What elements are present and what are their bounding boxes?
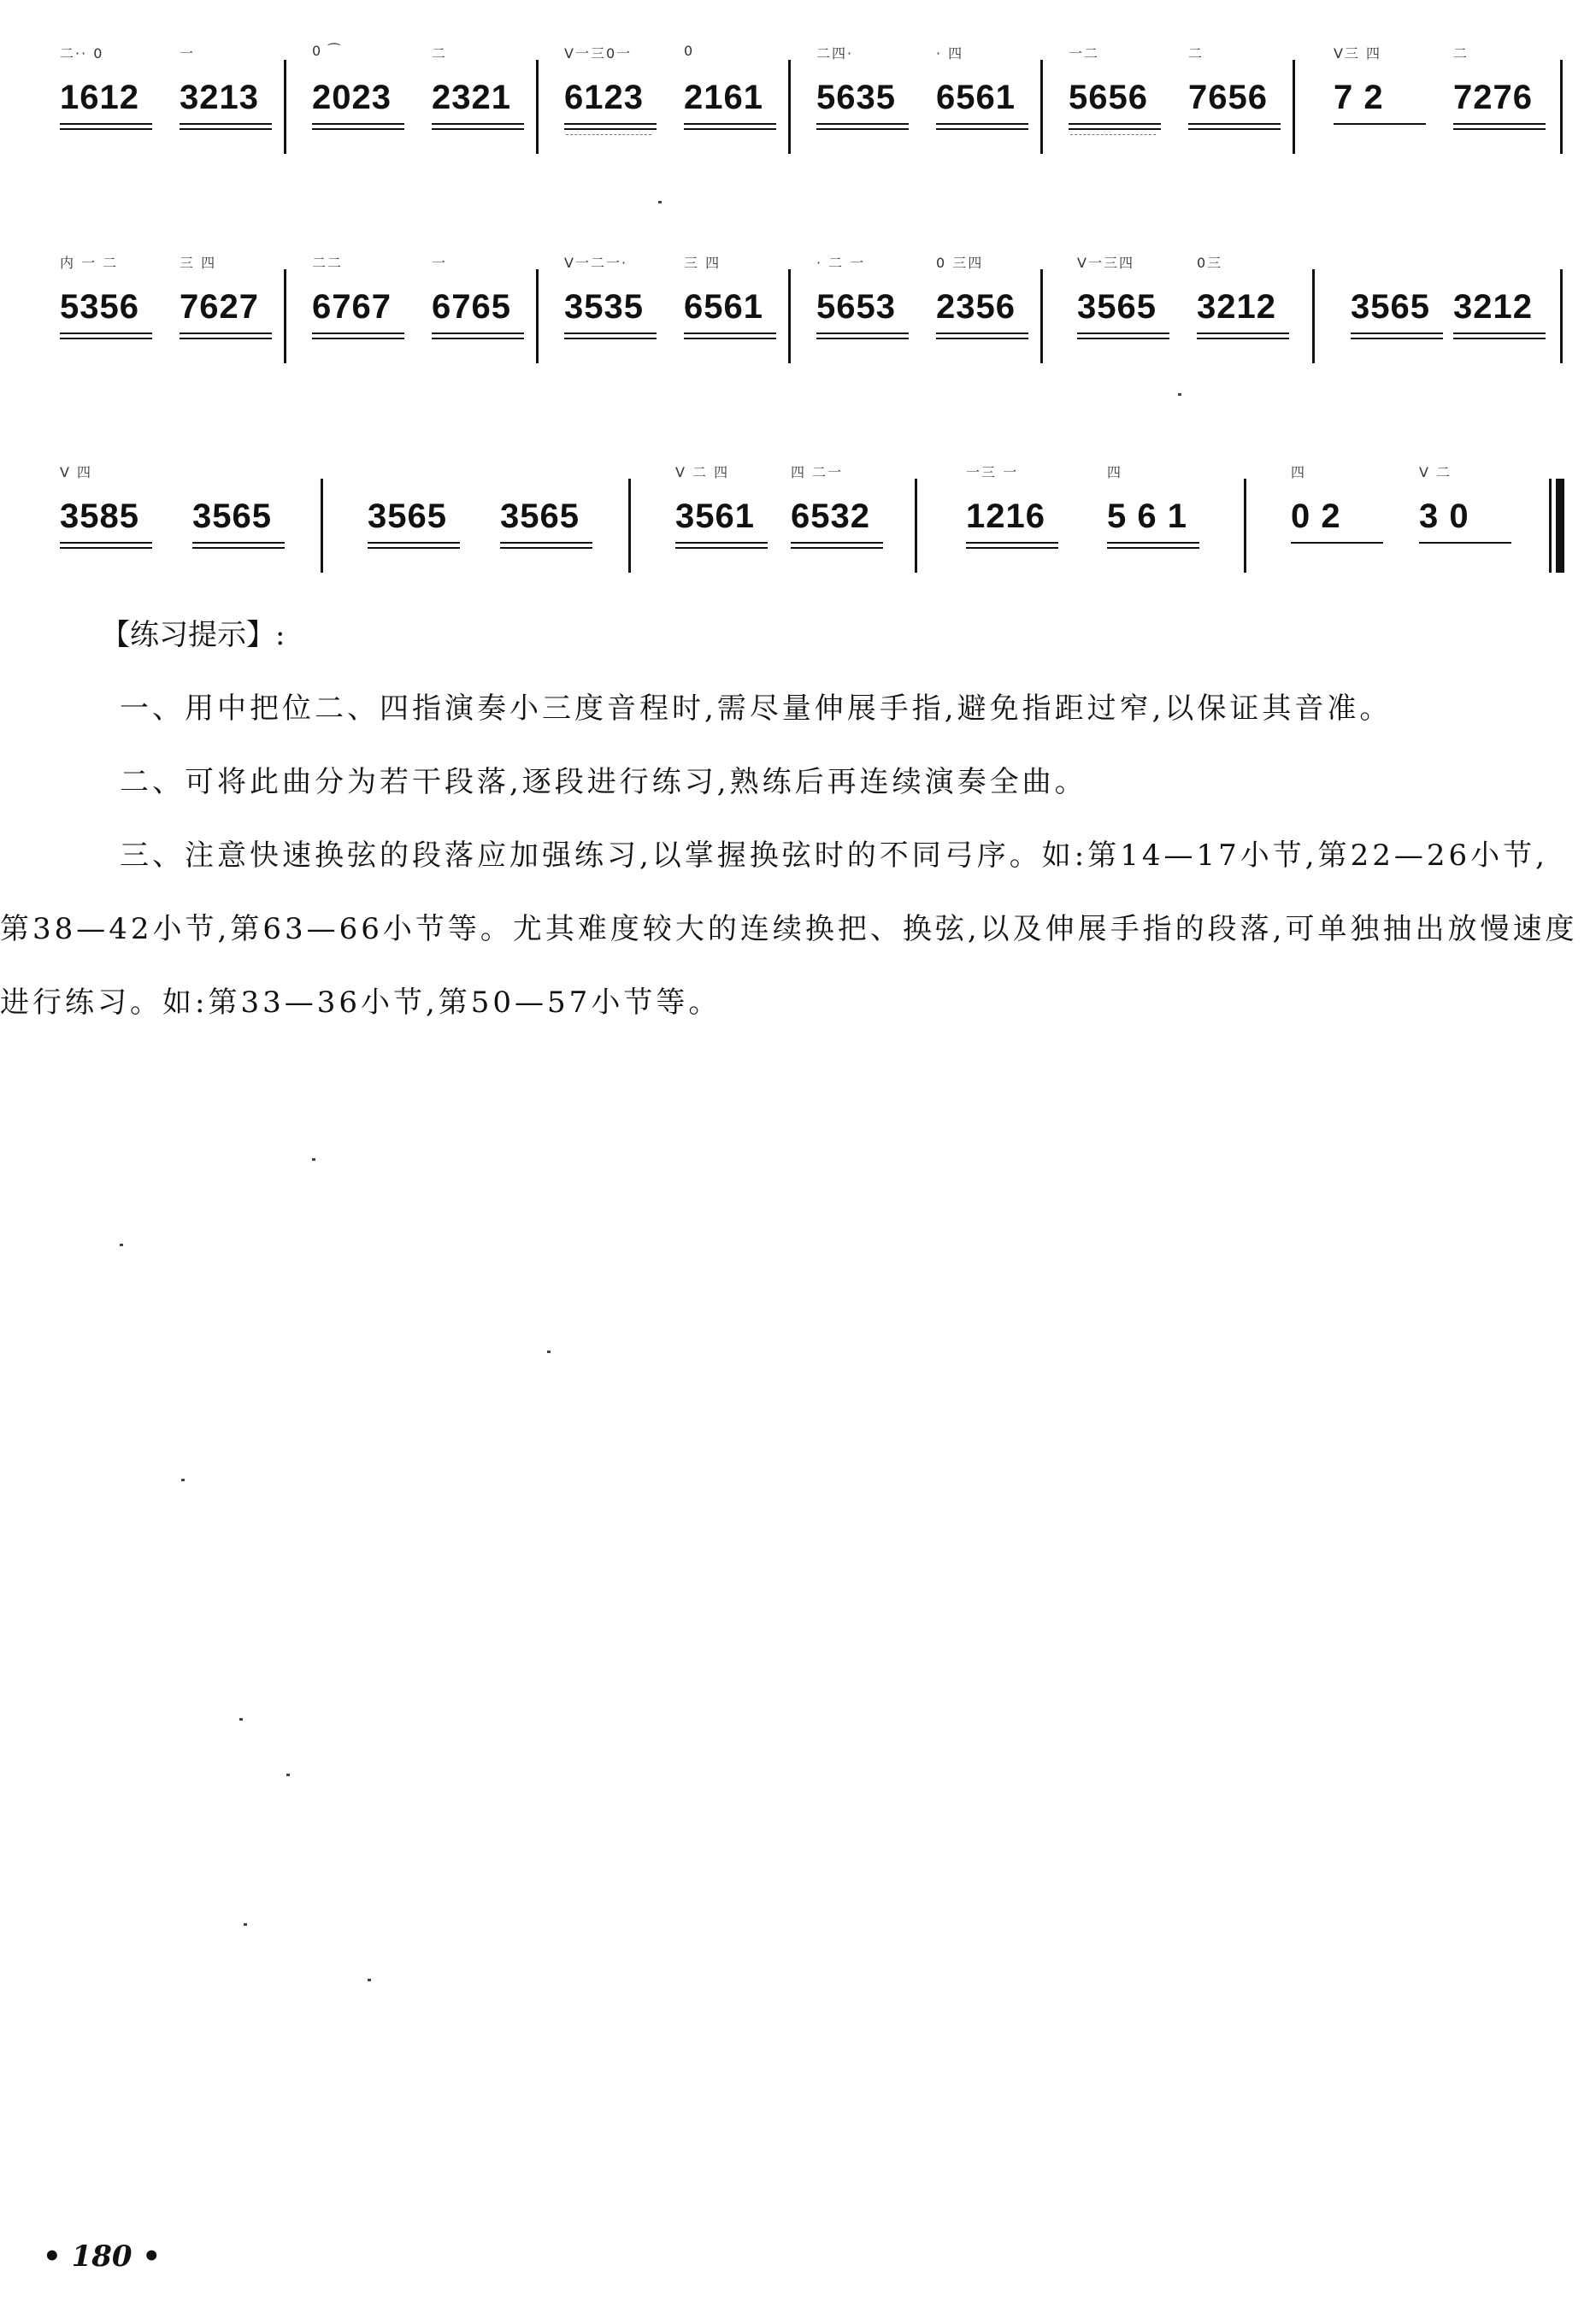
scan-speck	[286, 1774, 290, 1776]
fingering-mark: 四 二一	[791, 464, 844, 480]
fingering-mark: 二	[432, 45, 448, 62]
note-group	[1197, 252, 1299, 380]
fingering-mark: 二二	[312, 255, 344, 271]
note-group	[60, 462, 162, 590]
note-digits: 5656	[1069, 79, 1148, 116]
note-group	[60, 43, 162, 171]
note-group	[312, 252, 415, 380]
note-group	[312, 43, 415, 171]
tips-header: 【练习提示】:	[101, 618, 286, 652]
note-group	[936, 43, 1039, 171]
note-digits: 3565	[1351, 288, 1430, 326]
barline	[284, 269, 286, 363]
note-digits: 6765	[432, 288, 511, 326]
note-digits: 5 6 1	[1107, 497, 1187, 535]
barline	[628, 479, 631, 573]
fingering-mark: V 四	[60, 464, 93, 480]
barline	[1244, 479, 1246, 573]
note-group	[564, 252, 667, 380]
note-digits: 3561	[675, 497, 755, 535]
note-group	[432, 43, 534, 171]
note-digits: 6561	[936, 79, 1016, 116]
fingering-mark: 内 一 二	[60, 255, 119, 271]
note-digits: 7656	[1188, 79, 1268, 116]
note-group	[1334, 43, 1436, 171]
note-digits: 3535	[564, 288, 644, 326]
note-digits: 2023	[312, 79, 392, 116]
note-group	[684, 43, 786, 171]
note-group	[564, 43, 667, 171]
barline	[1040, 60, 1043, 154]
barline	[1293, 60, 1295, 154]
scan-speck	[239, 1718, 243, 1721]
note-digits: 3585	[60, 497, 139, 535]
note-digits: 6561	[684, 288, 763, 326]
note-digits: 5356	[60, 288, 139, 326]
fingering-mark: 0三	[1197, 255, 1223, 271]
fingering-mark: 0 ⁀	[312, 43, 342, 59]
note-group	[1291, 462, 1393, 590]
note-group	[60, 252, 162, 380]
barline	[1560, 269, 1563, 363]
fingering-mark: · 四	[936, 45, 964, 62]
note-group	[1419, 462, 1522, 590]
barline	[284, 60, 286, 154]
barline	[915, 479, 917, 573]
tips-paragraph: 二、可将此曲分为若干段落,逐段进行练习,熟练后再连续演奏全曲。	[120, 765, 1087, 799]
note-group	[1107, 462, 1210, 590]
fingering-mark: 二·· 0	[60, 45, 104, 62]
fingering-mark: · 二 一	[816, 255, 866, 271]
scan-speck	[658, 201, 662, 203]
note-digits: 1612	[60, 79, 139, 116]
note-digits: 3 0	[1419, 497, 1469, 535]
barline	[321, 479, 323, 573]
score-row-3	[51, 462, 1564, 590]
scan-speck	[368, 1979, 371, 1981]
fingering-mark: V一三四	[1077, 255, 1134, 271]
practice-tips	[0, 598, 1596, 1039]
fingering-mark: V 二 四	[675, 464, 730, 480]
note-group	[1453, 252, 1556, 380]
note-group	[816, 43, 919, 171]
note-group	[180, 43, 282, 171]
note-digits: 2356	[936, 288, 1016, 326]
note-group	[684, 252, 786, 380]
note-group	[1188, 43, 1291, 171]
barline	[536, 60, 539, 154]
page-number: • 180 •	[43, 2239, 162, 2274]
note-group	[500, 462, 603, 590]
note-digits: 5653	[816, 288, 896, 326]
note-digits: 3565	[192, 497, 272, 535]
barline	[1312, 269, 1315, 363]
note-group	[1351, 252, 1453, 380]
note-group	[966, 462, 1069, 590]
fingering-mark: 一	[180, 45, 196, 62]
fingering-mark: 三 四	[684, 255, 721, 271]
fingering-mark: 三 四	[180, 255, 217, 271]
note-group	[936, 252, 1039, 380]
score-row-1	[51, 43, 1564, 171]
note-digits: 1216	[966, 497, 1045, 535]
fingering-mark: 一	[432, 255, 448, 271]
note-group	[1453, 43, 1556, 171]
note-digits: 3213	[180, 79, 259, 116]
note-digits: 6767	[312, 288, 392, 326]
note-group	[1069, 43, 1171, 171]
final-barline-thick	[1556, 479, 1564, 573]
note-digits: 7 2	[1334, 79, 1384, 116]
scan-speck	[244, 1923, 247, 1926]
note-group	[432, 252, 534, 380]
barline	[536, 269, 539, 363]
note-group	[791, 462, 893, 590]
note-digits: 3212	[1453, 288, 1533, 326]
fingering-mark: 二	[1453, 45, 1469, 62]
note-digits: 7627	[180, 288, 259, 326]
note-digits: 3565	[500, 497, 580, 535]
score-row-2	[51, 252, 1564, 380]
note-group	[180, 252, 282, 380]
final-barline-thin	[1549, 479, 1552, 573]
barline	[1560, 60, 1563, 154]
scan-speck	[120, 1244, 123, 1246]
barline	[1040, 269, 1043, 363]
fingering-mark: V 二	[1419, 464, 1452, 480]
fingering-mark: 二	[1188, 45, 1204, 62]
note-group	[368, 462, 470, 590]
fingering-mark: 0	[684, 43, 695, 59]
note-digits: 7276	[1453, 79, 1533, 116]
fingering-mark: V一二一·	[564, 255, 628, 271]
fingering-mark: 一三 一	[966, 464, 1019, 480]
note-group	[675, 462, 778, 590]
note-digits: 3565	[1077, 288, 1157, 326]
note-digits: 0 2	[1291, 497, 1341, 535]
barline	[788, 60, 791, 154]
note-group	[192, 462, 295, 590]
fingering-mark: 二四·	[816, 45, 854, 62]
fingering-mark: 四	[1107, 464, 1123, 480]
note-digits: 2161	[684, 79, 763, 116]
note-digits: 5635	[816, 79, 896, 116]
note-digits: 2321	[432, 79, 511, 116]
scan-speck	[312, 1158, 315, 1161]
fingering-mark: 0 三四	[936, 255, 984, 271]
note-digits: 3565	[368, 497, 447, 535]
fingering-mark: 四	[1291, 464, 1307, 480]
note-group	[1077, 252, 1180, 380]
note-digits: 6123	[564, 79, 644, 116]
note-digits: 6532	[791, 497, 870, 535]
scan-speck	[1178, 393, 1181, 396]
fingering-mark: 一二	[1069, 45, 1100, 62]
fingering-mark: V一三0一	[564, 45, 633, 62]
tips-paragraph: 三、注意快速换弦的段落应加强练习,以掌握换弦时的不同弓序。如:第14—17小节,第22—26小节,第38—42小节,第63—66小节等。尤其难度较大的连续换把、换弦,以及伸展手指的段落,可单独抽出放慢速度进行练习。如:第33—36小节,第50—57小节等。	[0, 839, 1578, 1020]
note-group	[816, 252, 919, 380]
scan-speck	[181, 1479, 185, 1481]
barline	[788, 269, 791, 363]
scan-speck	[547, 1351, 551, 1353]
fingering-mark: V三 四	[1334, 45, 1382, 62]
tips-paragraph: 一、用中把位二、四指演奏小三度音程时,需尽量伸展手指,避免指距过窄,以保证其音准。	[120, 691, 1393, 726]
note-digits: 3212	[1197, 288, 1276, 326]
